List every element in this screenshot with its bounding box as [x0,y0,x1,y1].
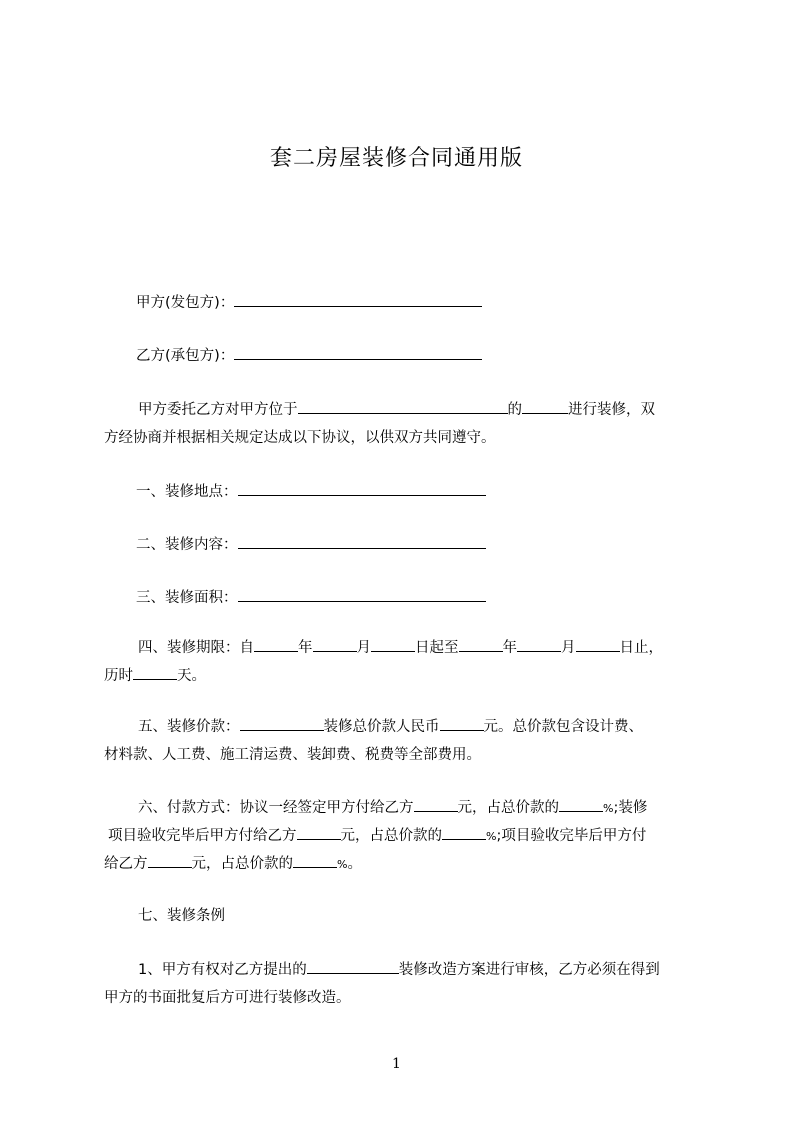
blank [414,797,458,812]
section-4-text-start: 四、装修期限：自 [138,640,254,656]
section-2-line [136,534,486,555]
clause-1-line2: 甲方的书面批复后方可进行装修改造。 [104,990,351,1006]
blank [440,716,484,731]
intro-paragraph [104,396,704,452]
blank [254,637,298,652]
section-6-line3-a: 给乙方 [104,856,148,872]
blank [293,853,337,868]
section-1-label: 一、装修地点： [136,484,238,500]
section-1-blank [238,481,486,496]
party-a-line [136,292,482,313]
days-label: 天。 [177,668,206,684]
year-label: 年 [502,640,517,656]
section-6-line2-b: 元，占总价款的 [340,828,442,844]
section-3-line [136,587,486,608]
party-a-blank [234,292,482,307]
intro-blank-object [522,399,568,414]
section-5-paragraph [104,713,704,769]
party-b-label: 乙方(承包方)： [136,348,235,364]
blank [371,637,415,652]
blank [576,637,620,652]
party-a-label: 甲方(发包方)： [136,295,235,311]
page-title: 套二房屋装修合同通用版 [269,146,523,171]
section-7-heading: 七、装修条例 [138,908,225,924]
intro-text-2: 的 [507,402,522,418]
intro-text-1: 甲方委托乙方对甲方位于 [138,402,298,418]
blank [240,716,324,731]
section-1-line [136,481,486,502]
section-2-label: 二、装修内容： [136,537,238,553]
section-3-label: 三、装修面积： [136,590,238,606]
section-4-paragraph [104,634,704,690]
section-6-line3-c: 。 [347,856,362,872]
section-5-text-c: 元。总价款包含设计费、 [483,719,643,735]
section-6-text-a: 六、付款方式：协议一经签定甲方付给乙方 [138,800,414,816]
section-3-blank [238,587,486,602]
day-from-label: 日起至 [415,640,459,656]
month-label: 月 [356,640,371,656]
section-6-line2-c: ;项目验收完毕后甲方付 [496,828,647,844]
clause-1-paragraph [104,956,704,1012]
party-b-blank [234,345,482,360]
month-label: 月 [561,640,576,656]
day-end-label: 日止， [619,640,663,656]
section-5-line2: 材料款、人工费、施工清运费、装卸费、税费等全部费用。 [104,747,481,763]
section-5-text-b: 装修总价款人民币 [323,719,440,735]
blank [297,825,341,840]
blank [133,665,177,680]
section-6-text-c: ;装修 [613,800,648,816]
intro-blank-location [298,399,508,414]
blank [313,637,357,652]
clause-1-text-a: 1、甲方有权对乙方提出的 [138,962,307,978]
intro-text-3: 进行装修，双 [568,402,655,418]
blank [148,853,192,868]
blank [459,637,503,652]
blank [517,637,561,652]
section-2-blank [238,534,486,549]
blank [442,825,486,840]
party-b-line [136,345,482,366]
blank [559,797,603,812]
year-label: 年 [298,640,313,656]
section-6-text-b: 元，占总价款的 [457,800,559,816]
percent-sign: % [337,858,348,871]
section-6-paragraph [104,794,704,878]
section-5-label: 五、装修价款： [138,719,240,735]
percent-sign: % [603,802,614,815]
page-number: 1 [392,1056,401,1072]
duration-label: 历时 [104,668,133,684]
clause-1-text-b: 装修改造方案进行审核，乙方必须在得到 [398,962,660,978]
blank [307,959,399,974]
intro-text-line2: 方经协商并根据相关规定达成以下协议，以供双方共同遵守。 [104,430,496,446]
percent-sign: % [486,830,497,843]
section-6-line3-b: 元，占总价款的 [191,856,293,872]
section-6-line2-a: 项目验收完毕后甲方付给乙方 [108,828,297,844]
